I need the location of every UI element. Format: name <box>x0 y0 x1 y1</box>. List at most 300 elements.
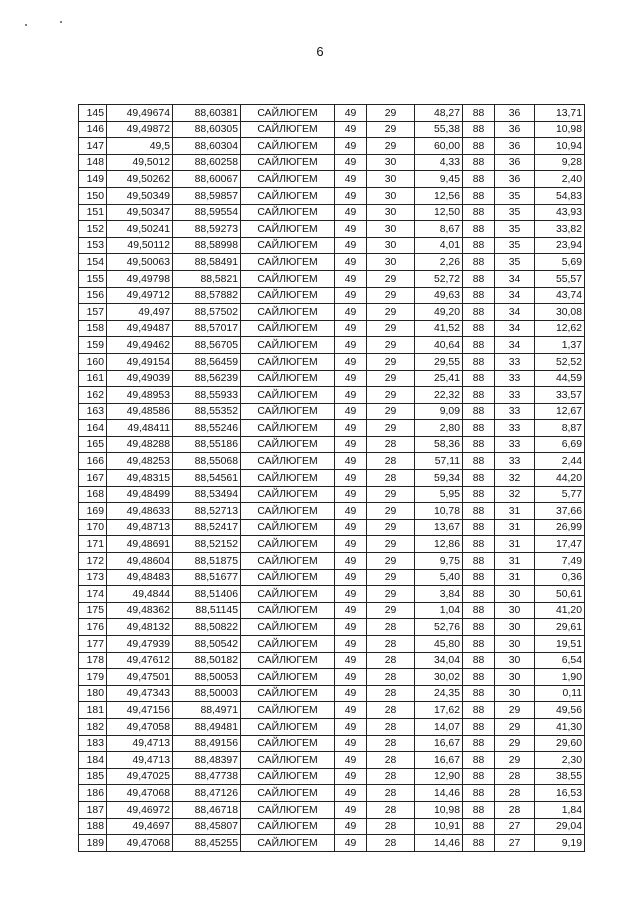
latitude-decimal-cell: 49,4844 <box>107 586 173 603</box>
longitude-minutes-cell: 34 <box>495 320 535 337</box>
latitude-seconds-cell: 57,11 <box>415 453 463 470</box>
latitude-decimal-cell: 49,49487 <box>107 320 173 337</box>
latitude-seconds-cell: 14,46 <box>415 785 463 802</box>
longitude-decimal-cell: 88,55068 <box>173 453 241 470</box>
longitude-minutes-cell: 33 <box>495 387 535 404</box>
point-number-cell: 164 <box>79 420 107 437</box>
point-number-cell: 150 <box>79 187 107 204</box>
district-name-cell: САЙЛЮГЕМ <box>241 138 335 155</box>
district-name-cell: САЙЛЮГЕМ <box>241 287 335 304</box>
latitude-seconds-cell: 2,26 <box>415 254 463 271</box>
latitude-decimal-cell: 49,49798 <box>107 270 173 287</box>
longitude-decimal-cell: 88,60304 <box>173 138 241 155</box>
latitude-minutes-cell: 29 <box>367 586 415 603</box>
district-name-cell: САЙЛЮГЕМ <box>241 735 335 752</box>
table-row <box>79 436 585 453</box>
longitude-degrees-cell: 88 <box>463 420 495 437</box>
longitude-decimal-cell: 88,51875 <box>173 553 241 570</box>
latitude-decimal-cell: 49,48253 <box>107 453 173 470</box>
latitude-decimal-cell: 49,48362 <box>107 602 173 619</box>
longitude-seconds-cell: 30,08 <box>535 304 585 321</box>
longitude-degrees-cell: 88 <box>463 287 495 304</box>
district-name-cell: САЙЛЮГЕМ <box>241 436 335 453</box>
latitude-degrees-cell: 49 <box>335 171 367 188</box>
longitude-minutes-cell: 31 <box>495 536 535 553</box>
point-number-cell: 177 <box>79 636 107 653</box>
table-row <box>79 519 585 536</box>
table-row <box>79 718 585 735</box>
district-name-cell: САЙЛЮГЕМ <box>241 254 335 271</box>
point-number-cell: 146 <box>79 121 107 138</box>
longitude-seconds-cell: 10,98 <box>535 121 585 138</box>
district-name-cell: САЙЛЮГЕМ <box>241 403 335 420</box>
district-name-cell: САЙЛЮГЕМ <box>241 387 335 404</box>
longitude-decimal-cell: 88,50822 <box>173 619 241 636</box>
latitude-decimal-cell: 49,4697 <box>107 818 173 835</box>
latitude-seconds-cell: 3,84 <box>415 586 463 603</box>
longitude-minutes-cell: 33 <box>495 370 535 387</box>
longitude-degrees-cell: 88 <box>463 569 495 586</box>
longitude-degrees-cell: 88 <box>463 486 495 503</box>
latitude-decimal-cell: 49,47612 <box>107 652 173 669</box>
longitude-seconds-cell: 50,61 <box>535 586 585 603</box>
latitude-minutes-cell: 28 <box>367 818 415 835</box>
latitude-decimal-cell: 49,48288 <box>107 436 173 453</box>
point-number-cell: 156 <box>79 287 107 304</box>
latitude-seconds-cell: 30,02 <box>415 669 463 686</box>
latitude-minutes-cell: 30 <box>367 237 415 254</box>
longitude-degrees-cell: 88 <box>463 652 495 669</box>
latitude-minutes-cell: 28 <box>367 652 415 669</box>
longitude-minutes-cell: 36 <box>495 105 535 122</box>
longitude-degrees-cell: 88 <box>463 602 495 619</box>
longitude-seconds-cell: 5,69 <box>535 254 585 271</box>
longitude-seconds-cell: 44,20 <box>535 470 585 487</box>
latitude-degrees-cell: 49 <box>335 453 367 470</box>
longitude-degrees-cell: 88 <box>463 470 495 487</box>
longitude-decimal-cell: 88,49481 <box>173 718 241 735</box>
latitude-seconds-cell: 12,90 <box>415 768 463 785</box>
longitude-decimal-cell: 88,52713 <box>173 503 241 520</box>
latitude-minutes-cell: 29 <box>367 403 415 420</box>
latitude-minutes-cell: 28 <box>367 801 415 818</box>
district-name-cell: САЙЛЮГЕМ <box>241 204 335 221</box>
point-number-cell: 162 <box>79 387 107 404</box>
longitude-minutes-cell: 30 <box>495 652 535 669</box>
table-row <box>79 818 585 835</box>
point-number-cell: 172 <box>79 553 107 570</box>
longitude-seconds-cell: 6,54 <box>535 652 585 669</box>
district-name-cell: САЙЛЮГЕМ <box>241 569 335 586</box>
latitude-seconds-cell: 22,32 <box>415 387 463 404</box>
longitude-decimal-cell: 88,52152 <box>173 536 241 553</box>
longitude-minutes-cell: 32 <box>495 486 535 503</box>
latitude-seconds-cell: 45,80 <box>415 636 463 653</box>
latitude-seconds-cell: 34,04 <box>415 652 463 669</box>
table-row <box>79 337 585 354</box>
district-name-cell: САЙЛЮГЕМ <box>241 453 335 470</box>
point-number-cell: 170 <box>79 519 107 536</box>
longitude-minutes-cell: 36 <box>495 138 535 155</box>
longitude-degrees-cell: 88 <box>463 536 495 553</box>
longitude-seconds-cell: 1,37 <box>535 337 585 354</box>
longitude-decimal-cell: 88,55933 <box>173 387 241 404</box>
longitude-seconds-cell: 55,57 <box>535 270 585 287</box>
longitude-seconds-cell: 33,82 <box>535 221 585 238</box>
longitude-seconds-cell: 2,30 <box>535 752 585 769</box>
table-row <box>79 387 585 404</box>
longitude-degrees-cell: 88 <box>463 453 495 470</box>
table-row <box>79 702 585 719</box>
longitude-minutes-cell: 29 <box>495 702 535 719</box>
latitude-minutes-cell: 28 <box>367 685 415 702</box>
latitude-minutes-cell: 28 <box>367 619 415 636</box>
latitude-seconds-cell: 4,01 <box>415 237 463 254</box>
longitude-seconds-cell: 52,52 <box>535 353 585 370</box>
latitude-seconds-cell: 10,78 <box>415 503 463 520</box>
page-number: 6 <box>316 44 324 59</box>
latitude-minutes-cell: 29 <box>367 337 415 354</box>
longitude-degrees-cell: 88 <box>463 387 495 404</box>
longitude-degrees-cell: 88 <box>463 801 495 818</box>
longitude-minutes-cell: 35 <box>495 221 535 238</box>
point-number-cell: 145 <box>79 105 107 122</box>
latitude-minutes-cell: 29 <box>367 287 415 304</box>
latitude-degrees-cell: 49 <box>335 519 367 536</box>
longitude-decimal-cell: 88,4971 <box>173 702 241 719</box>
latitude-degrees-cell: 49 <box>335 287 367 304</box>
latitude-degrees-cell: 49 <box>335 436 367 453</box>
district-name-cell: САЙЛЮГЕМ <box>241 353 335 370</box>
latitude-decimal-cell: 49,49674 <box>107 105 173 122</box>
longitude-minutes-cell: 29 <box>495 718 535 735</box>
point-number-cell: 163 <box>79 403 107 420</box>
table-row <box>79 503 585 520</box>
latitude-decimal-cell: 49,4713 <box>107 735 173 752</box>
latitude-minutes-cell: 29 <box>367 569 415 586</box>
point-number-cell: 159 <box>79 337 107 354</box>
longitude-seconds-cell: 17,47 <box>535 536 585 553</box>
longitude-degrees-cell: 88 <box>463 353 495 370</box>
point-number-cell: 171 <box>79 536 107 553</box>
longitude-minutes-cell: 34 <box>495 304 535 321</box>
longitude-seconds-cell: 8,87 <box>535 420 585 437</box>
district-name-cell: САЙЛЮГЕМ <box>241 105 335 122</box>
longitude-degrees-cell: 88 <box>463 818 495 835</box>
latitude-seconds-cell: 40,64 <box>415 337 463 354</box>
longitude-seconds-cell: 33,57 <box>535 387 585 404</box>
longitude-degrees-cell: 88 <box>463 735 495 752</box>
latitude-decimal-cell: 49,50262 <box>107 171 173 188</box>
longitude-degrees-cell: 88 <box>463 105 495 122</box>
latitude-degrees-cell: 49 <box>335 254 367 271</box>
latitude-degrees-cell: 49 <box>335 619 367 636</box>
table-row <box>79 304 585 321</box>
coordinates-table <box>78 104 585 852</box>
longitude-decimal-cell: 88,50003 <box>173 685 241 702</box>
table-row <box>79 685 585 702</box>
point-number-cell: 168 <box>79 486 107 503</box>
longitude-minutes-cell: 28 <box>495 768 535 785</box>
district-name-cell: САЙЛЮГЕМ <box>241 669 335 686</box>
point-number-cell: 178 <box>79 652 107 669</box>
latitude-degrees-cell: 49 <box>335 768 367 785</box>
latitude-seconds-cell: 8,67 <box>415 221 463 238</box>
latitude-minutes-cell: 28 <box>367 669 415 686</box>
longitude-decimal-cell: 88,56239 <box>173 370 241 387</box>
latitude-minutes-cell: 29 <box>367 105 415 122</box>
latitude-decimal-cell: 49,4713 <box>107 752 173 769</box>
point-number-cell: 158 <box>79 320 107 337</box>
latitude-decimal-cell: 49,50349 <box>107 187 173 204</box>
district-name-cell: САЙЛЮГЕМ <box>241 652 335 669</box>
longitude-degrees-cell: 88 <box>463 154 495 171</box>
longitude-seconds-cell: 6,69 <box>535 436 585 453</box>
table-row <box>79 453 585 470</box>
latitude-degrees-cell: 49 <box>335 652 367 669</box>
longitude-degrees-cell: 88 <box>463 204 495 221</box>
longitude-seconds-cell: 38,55 <box>535 768 585 785</box>
latitude-minutes-cell: 29 <box>367 420 415 437</box>
district-name-cell: САЙЛЮГЕМ <box>241 536 335 553</box>
district-name-cell: САЙЛЮГЕМ <box>241 636 335 653</box>
latitude-decimal-cell: 49,49872 <box>107 121 173 138</box>
point-number-cell: 148 <box>79 154 107 171</box>
latitude-seconds-cell: 12,56 <box>415 187 463 204</box>
longitude-minutes-cell: 31 <box>495 503 535 520</box>
longitude-decimal-cell: 88,5821 <box>173 270 241 287</box>
latitude-decimal-cell: 49,48713 <box>107 519 173 536</box>
latitude-degrees-cell: 49 <box>335 121 367 138</box>
longitude-minutes-cell: 28 <box>495 801 535 818</box>
longitude-decimal-cell: 88,46718 <box>173 801 241 818</box>
table-row <box>79 221 585 238</box>
point-number-cell: 174 <box>79 586 107 603</box>
longitude-minutes-cell: 33 <box>495 420 535 437</box>
longitude-seconds-cell: 7,49 <box>535 553 585 570</box>
longitude-minutes-cell: 34 <box>495 287 535 304</box>
latitude-degrees-cell: 49 <box>335 304 367 321</box>
longitude-seconds-cell: 2,44 <box>535 453 585 470</box>
latitude-decimal-cell: 49,49039 <box>107 370 173 387</box>
latitude-minutes-cell: 28 <box>367 453 415 470</box>
table-row <box>79 752 585 769</box>
longitude-degrees-cell: 88 <box>463 304 495 321</box>
longitude-decimal-cell: 88,50182 <box>173 652 241 669</box>
latitude-decimal-cell: 49,47939 <box>107 636 173 653</box>
district-name-cell: САЙЛЮГЕМ <box>241 171 335 188</box>
latitude-decimal-cell: 49,47501 <box>107 669 173 686</box>
table-row <box>79 154 585 171</box>
district-name-cell: САЙЛЮГЕМ <box>241 685 335 702</box>
longitude-minutes-cell: 31 <box>495 519 535 536</box>
longitude-seconds-cell: 1,84 <box>535 801 585 818</box>
longitude-decimal-cell: 88,55352 <box>173 403 241 420</box>
longitude-minutes-cell: 29 <box>495 752 535 769</box>
longitude-seconds-cell: 19,51 <box>535 636 585 653</box>
longitude-decimal-cell: 88,53494 <box>173 486 241 503</box>
longitude-seconds-cell: 54,83 <box>535 187 585 204</box>
longitude-decimal-cell: 88,51677 <box>173 569 241 586</box>
latitude-degrees-cell: 49 <box>335 752 367 769</box>
latitude-degrees-cell: 49 <box>335 553 367 570</box>
coordinates-table-container <box>78 104 585 852</box>
latitude-seconds-cell: 16,67 <box>415 752 463 769</box>
longitude-minutes-cell: 30 <box>495 685 535 702</box>
longitude-decimal-cell: 88,59273 <box>173 221 241 238</box>
longitude-decimal-cell: 88,60067 <box>173 171 241 188</box>
longitude-seconds-cell: 43,74 <box>535 287 585 304</box>
latitude-seconds-cell: 59,34 <box>415 470 463 487</box>
table-row <box>79 320 585 337</box>
table-row <box>79 470 585 487</box>
latitude-decimal-cell: 49,48499 <box>107 486 173 503</box>
point-number-cell: 183 <box>79 735 107 752</box>
longitude-degrees-cell: 88 <box>463 503 495 520</box>
longitude-seconds-cell: 9,28 <box>535 154 585 171</box>
latitude-decimal-cell: 49,48411 <box>107 420 173 437</box>
longitude-seconds-cell: 29,61 <box>535 619 585 636</box>
point-number-cell: 189 <box>79 835 107 852</box>
longitude-seconds-cell: 9,19 <box>535 835 585 852</box>
latitude-minutes-cell: 29 <box>367 536 415 553</box>
longitude-degrees-cell: 88 <box>463 685 495 702</box>
latitude-decimal-cell: 49,46972 <box>107 801 173 818</box>
longitude-decimal-cell: 88,50053 <box>173 669 241 686</box>
longitude-seconds-cell: 23,94 <box>535 237 585 254</box>
latitude-decimal-cell: 49,48586 <box>107 403 173 420</box>
longitude-decimal-cell: 88,57882 <box>173 287 241 304</box>
longitude-degrees-cell: 88 <box>463 752 495 769</box>
table-row <box>79 735 585 752</box>
district-name-cell: САЙЛЮГЕМ <box>241 154 335 171</box>
latitude-minutes-cell: 29 <box>367 121 415 138</box>
longitude-seconds-cell: 0,11 <box>535 685 585 702</box>
district-name-cell: САЙЛЮГЕМ <box>241 586 335 603</box>
latitude-minutes-cell: 29 <box>367 370 415 387</box>
longitude-seconds-cell: 10,94 <box>535 138 585 155</box>
district-name-cell: САЙЛЮГЕМ <box>241 785 335 802</box>
table-row <box>79 586 585 603</box>
latitude-degrees-cell: 49 <box>335 320 367 337</box>
table-row <box>79 669 585 686</box>
latitude-minutes-cell: 29 <box>367 320 415 337</box>
latitude-degrees-cell: 49 <box>335 636 367 653</box>
longitude-decimal-cell: 88,60258 <box>173 154 241 171</box>
district-name-cell: САЙЛЮГЕМ <box>241 420 335 437</box>
table-row <box>79 138 585 155</box>
district-name-cell: САЙЛЮГЕМ <box>241 602 335 619</box>
latitude-degrees-cell: 49 <box>335 718 367 735</box>
latitude-degrees-cell: 49 <box>335 403 367 420</box>
longitude-decimal-cell: 88,59554 <box>173 204 241 221</box>
latitude-minutes-cell: 28 <box>367 636 415 653</box>
latitude-degrees-cell: 49 <box>335 387 367 404</box>
table-row <box>79 121 585 138</box>
longitude-decimal-cell: 88,58491 <box>173 254 241 271</box>
longitude-decimal-cell: 88,58998 <box>173 237 241 254</box>
longitude-minutes-cell: 36 <box>495 154 535 171</box>
latitude-decimal-cell: 49,47025 <box>107 768 173 785</box>
longitude-degrees-cell: 88 <box>463 121 495 138</box>
longitude-decimal-cell: 88,55246 <box>173 420 241 437</box>
table-row <box>79 237 585 254</box>
latitude-decimal-cell: 49,48604 <box>107 553 173 570</box>
longitude-seconds-cell: 26,99 <box>535 519 585 536</box>
latitude-minutes-cell: 28 <box>367 470 415 487</box>
longitude-decimal-cell: 88,47738 <box>173 768 241 785</box>
point-number-cell: 179 <box>79 669 107 686</box>
point-number-cell: 166 <box>79 453 107 470</box>
latitude-seconds-cell: 49,20 <box>415 304 463 321</box>
latitude-minutes-cell: 28 <box>367 785 415 802</box>
latitude-degrees-cell: 49 <box>335 586 367 603</box>
scan-speck <box>60 21 62 23</box>
point-number-cell: 187 <box>79 801 107 818</box>
longitude-decimal-cell: 88,51145 <box>173 602 241 619</box>
latitude-decimal-cell: 49,5012 <box>107 154 173 171</box>
table-row <box>79 536 585 553</box>
district-name-cell: САЙЛЮГЕМ <box>241 270 335 287</box>
latitude-seconds-cell: 52,72 <box>415 270 463 287</box>
latitude-degrees-cell: 49 <box>335 785 367 802</box>
longitude-minutes-cell: 36 <box>495 171 535 188</box>
longitude-minutes-cell: 33 <box>495 453 535 470</box>
latitude-seconds-cell: 58,36 <box>415 436 463 453</box>
longitude-minutes-cell: 35 <box>495 237 535 254</box>
district-name-cell: САЙЛЮГЕМ <box>241 237 335 254</box>
longitude-minutes-cell: 29 <box>495 735 535 752</box>
scan-speck <box>25 24 27 26</box>
point-number-cell: 173 <box>79 569 107 586</box>
longitude-decimal-cell: 88,56459 <box>173 353 241 370</box>
latitude-minutes-cell: 30 <box>367 204 415 221</box>
longitude-minutes-cell: 33 <box>495 353 535 370</box>
longitude-minutes-cell: 32 <box>495 470 535 487</box>
latitude-degrees-cell: 49 <box>335 569 367 586</box>
longitude-degrees-cell: 88 <box>463 702 495 719</box>
longitude-seconds-cell: 41,30 <box>535 718 585 735</box>
latitude-decimal-cell: 49,47343 <box>107 685 173 702</box>
latitude-decimal-cell: 49,47068 <box>107 785 173 802</box>
latitude-seconds-cell: 17,62 <box>415 702 463 719</box>
point-number-cell: 186 <box>79 785 107 802</box>
latitude-decimal-cell: 49,47068 <box>107 835 173 852</box>
point-number-cell: 184 <box>79 752 107 769</box>
table-row <box>79 835 585 852</box>
latitude-decimal-cell: 49,50347 <box>107 204 173 221</box>
latitude-decimal-cell: 49,497 <box>107 304 173 321</box>
longitude-minutes-cell: 34 <box>495 270 535 287</box>
point-number-cell: 169 <box>79 503 107 520</box>
table-row <box>79 785 585 802</box>
latitude-decimal-cell: 49,49154 <box>107 353 173 370</box>
latitude-minutes-cell: 30 <box>367 154 415 171</box>
district-name-cell: САЙЛЮГЕМ <box>241 337 335 354</box>
longitude-degrees-cell: 88 <box>463 138 495 155</box>
latitude-minutes-cell: 29 <box>367 353 415 370</box>
longitude-decimal-cell: 88,57502 <box>173 304 241 321</box>
latitude-decimal-cell: 49,48132 <box>107 619 173 636</box>
latitude-degrees-cell: 49 <box>335 337 367 354</box>
longitude-minutes-cell: 30 <box>495 669 535 686</box>
district-name-cell: САЙЛЮГЕМ <box>241 320 335 337</box>
table-row <box>79 370 585 387</box>
longitude-degrees-cell: 88 <box>463 519 495 536</box>
district-name-cell: САЙЛЮГЕМ <box>241 718 335 735</box>
table-row <box>79 254 585 271</box>
point-number-cell: 153 <box>79 237 107 254</box>
